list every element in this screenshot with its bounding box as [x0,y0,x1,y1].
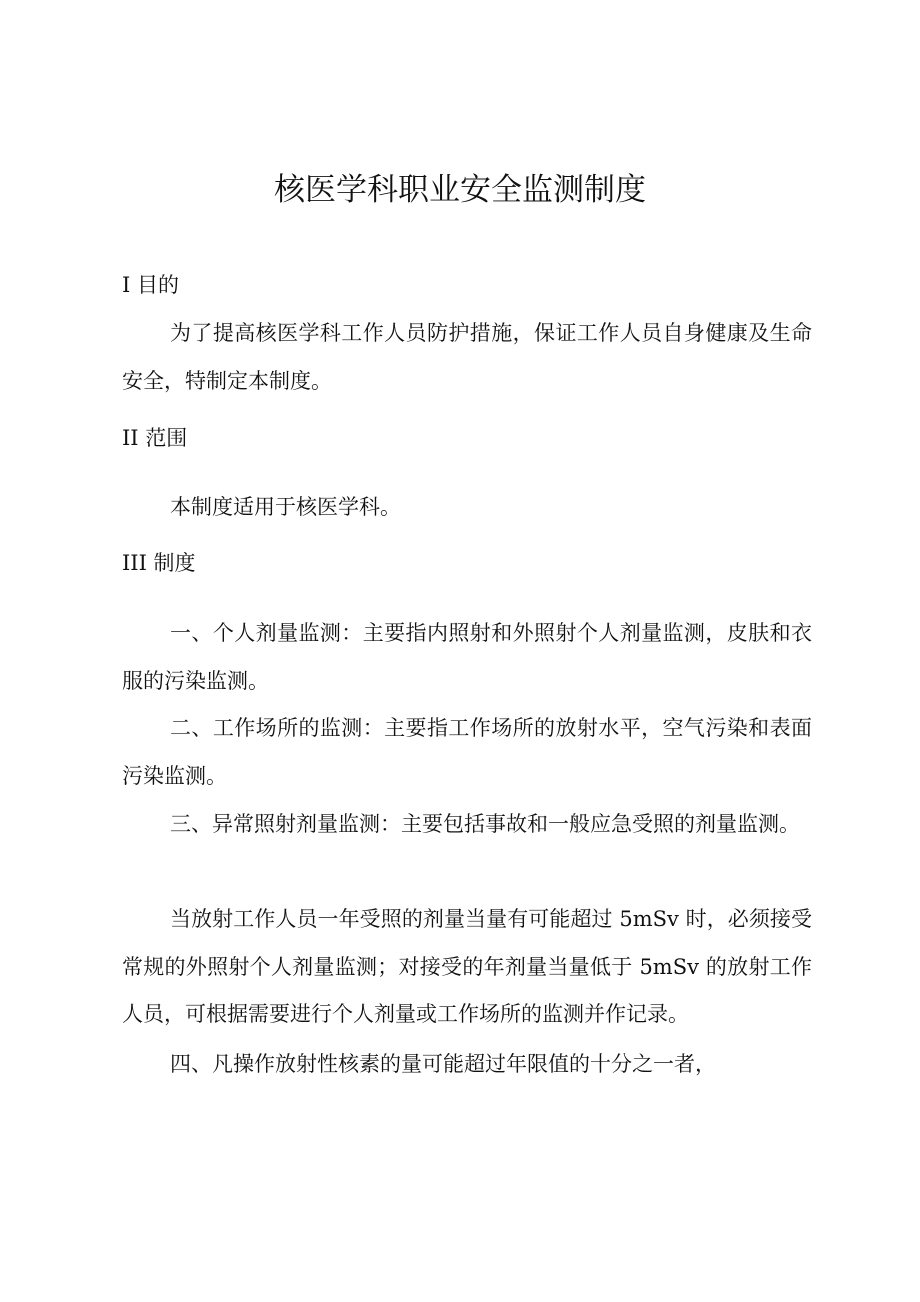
section-heading-purpose: I 目的 [122,273,179,297]
document-title: 核医学科职业安全监测制度 [274,172,646,208]
rule-3-note-paragraph: 当放射工作人员一年受照的剂量当量有可能超过 5mSv 时，必须接受常规的外照射个人剂量监测；对接受的年剂量当量低于 5mSv 的放射工作人员，可根据需要进行个人剂量或工作场所的监测并作记录。 [122,907,812,1026]
section-heading-rules: III 制度 [122,551,196,575]
rule-paragraph-2: 二、工作场所的监测：主要指工作场所的放射水平，空气污染和表面污染监测。 [122,716,812,788]
rule-paragraph-4: 四、凡操作放射性核素的量可能超过年限值的十分之一者， [170,1052,716,1076]
purpose-paragraph: 为了提高核医学科工作人员防护措施，保证工作人员自身健康及生命安全，特制定本制度。 [122,321,812,393]
rule-paragraph-3: 三、异常照射剂量监测：主要包括事故和一般应急受照的剂量监测。 [170,812,800,836]
section-heading-scope: II 范围 [122,426,188,450]
scope-paragraph: 本制度适用于核医学科。 [170,495,401,519]
rule-paragraph-1: 一、个人剂量监测：主要指内照射和外照射个人剂量监测，皮肤和衣服的污染监测。 [122,621,812,693]
